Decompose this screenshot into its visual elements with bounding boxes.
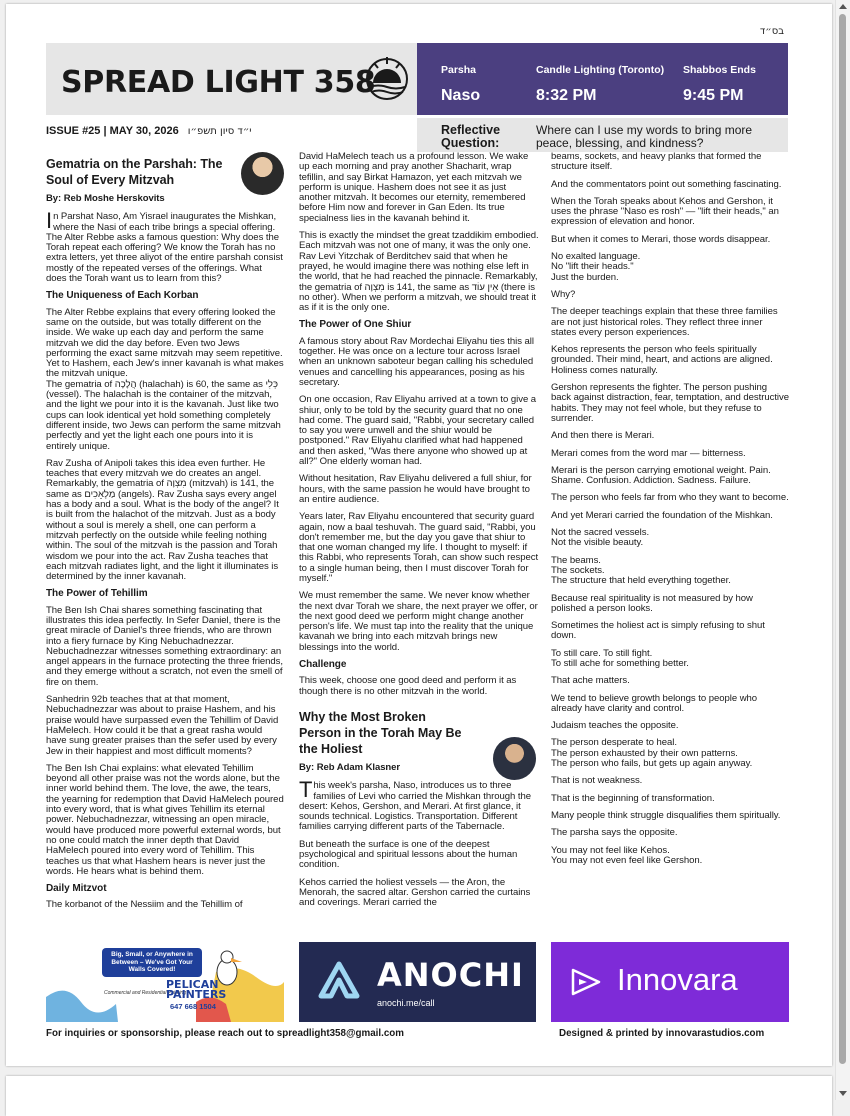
- anochi-url: anochi.me/call: [377, 998, 435, 1008]
- drop-cap: I: [46, 208, 53, 234]
- pelican-logo-text: PELICAN PAINTERS: [166, 978, 227, 1001]
- pelican-painters-ad[interactable]: [46, 942, 284, 1022]
- column-2: [299, 152, 539, 916]
- play-arrow-icon: [569, 967, 603, 997]
- pelican-mascot-icon: [212, 948, 242, 988]
- paragraph: Because real spirituality is not measured by how polished a person looks.: [551, 592, 753, 614]
- paragraph: The Ben Ish Chai shares something fascinating that illustrates this idea perfectly. In Sefer Daniel, there is the great miracle of Daniel's three friends, who are thrown into a fiery furnace by King Nebuchadnezzar. Nebuchadnezzar witnesses something extraordinary: an angel appears in the furnace protecting the three friends, and they emerge without a scratch, not even the smell of fire on them.: [46, 604, 283, 688]
- anochi-name: ANOCHI: [377, 956, 524, 994]
- article-intro: This week's parsha, Naso, introduces us to three families of Levi who carried the Mishkan through the desert: Kehos, Gershon, and Merari. At first glance, it sounds technical. Logistics. Transportation. Different families carrying different parts of the Tabernacle.: [299, 777, 532, 833]
- column-3: [551, 152, 789, 873]
- paragraph: Merari comes from the word mar — bitterness.: [551, 447, 746, 459]
- parsha-value: Naso: [441, 87, 481, 104]
- innovara-name: Innovara: [617, 962, 738, 997]
- paragraph: Merari is the person carrying emotional weight. Pain. Shame. Confusion. Addiction. Sadness. Failure.: [551, 464, 771, 487]
- paragraph: Why?: [551, 288, 576, 300]
- info-bar: [417, 43, 788, 115]
- section-heading: Challenge: [299, 659, 347, 671]
- paragraph: David HaMelech teach us a profound lesson. We wake up each morning and pray another Shacharit, wrap tefillin, and say Birkat Hamazon, yet each mitzvah we perform is unique. Hashem does not see it as just another mitzvah. It becomes our eternity, remembered before Him now and forever in Gan Eden. Its true specialness lies in the kavanah behind it.: [299, 151, 529, 224]
- anochi-logo-icon: [317, 960, 361, 1000]
- reflective-question-text: Where can I use my words to bring more peace, blessing, and kindness?: [536, 123, 753, 150]
- pelican-tagline: Big, Small, or Anywhere in Between – We've Got Your Walls Covered!: [102, 948, 202, 977]
- issue-number-date: ISSUE #25 | MAY 30, 2026: [46, 125, 179, 137]
- paragraph: And the commentators point out something fascinating.: [551, 178, 782, 190]
- paragraph: Not the sacred vessels. Not the visible beauty.: [551, 527, 650, 549]
- candle-lighting-value: 8:32 PM: [536, 87, 597, 104]
- paragraph: A famous story about Rav Mordechai Eliyahu ties this all together. He was once on a lecture tour across Israel when an unknown saboteur began calling his scheduled venues and cancelling his appearances, posing as his secretary.: [299, 335, 534, 388]
- masthead: [46, 43, 417, 115]
- newsletter-page: [6, 4, 832, 1066]
- paragraph: This is exactly the mindset the great tzaddikim embodied. Each mitzvah was not one of many, it was the only one. Rav Levi Yitzchak of Berditchev said that when he prayed, he would imagine there was nothing else left in the world, that he had reached the pinnacle. Remarkably, the gematria of מִצְוָה is 141, the same as אֵין עוֹד (there is no other). When we perform a mitzvah, we should treat it as if it is the only one.: [299, 230, 539, 314]
- paragraph: This week, choose one good deed and perform it as though there is no other mitzvah in the world.: [299, 675, 517, 697]
- paragraph: The deeper teachings explain that these three families are not just historical roles. They reflect three inner states every person experiences.: [551, 306, 778, 338]
- shabbos-ends-label: Shabbos Ends: [683, 64, 756, 76]
- paragraph: But when it comes to Merari, those words disappear.: [551, 233, 771, 245]
- reflective-question-label: Reflective Question:: [441, 123, 501, 150]
- paragraph: Without hesitation, Rav Eliyahu delivered a full shiur, for hours, with the same passion he would have brought to an entire audience.: [299, 473, 532, 505]
- paragraph: The person desperate to heal. The person exhausted by their own patterns. The person who fails, but gets up again anyway.: [551, 737, 753, 770]
- paragraph: That is the beginning of transformation.: [551, 792, 715, 804]
- paragraph: Kehos carried the holiest vessels — the Aron, the Menorah, the sacred altar. Gershon carried the curtains and coverings. Merari carried the: [299, 876, 531, 909]
- article-byline: By: Reb Adam Klasner: [299, 761, 401, 773]
- paragraph: When the Torah speaks about Kehos and Gershon, it uses the phrase "Naso es rosh" — "lift their heads," an expression of elevation and honor.: [551, 195, 779, 228]
- bsd-mark: בס״ד: [759, 26, 784, 37]
- paragraph: We tend to believe growth belongs to people who already have clarity and control.: [551, 692, 758, 714]
- paragraph: We must remember the same. We never know whether the next dvar Torah we share, the next prayer we offer, or the next good deed we perform might change another person's life. We must tap into the reality that the unique kavanah we bring into each mitzvah brings new blessings into the world.: [299, 590, 538, 653]
- author-avatar-herskovits: [241, 152, 284, 195]
- section-heading: Daily Mitzvot: [46, 883, 107, 895]
- author-avatar-klasner: [493, 737, 536, 780]
- vertical-scrollbar[interactable]: [835, 0, 850, 1100]
- reflective-question-box: [417, 118, 788, 152]
- paragraph: The person who feels far from who they want to become.: [551, 492, 789, 504]
- parsha-label: Parsha: [441, 64, 477, 76]
- issue-line: [46, 125, 252, 137]
- footer-credit: Designed & printed by innovarastudios.com: [559, 1028, 765, 1039]
- paragraph: Sometimes the holiest act is simply refusing to shut down.: [551, 620, 765, 642]
- paragraph: Sanhedrin 92b teaches that at that moment, Nebuchadnezzar was about to praise Hashem, and his praise would have surpassed even the Tehillim of David HaMelech. How could it be that a great rasha would have sung greater praises than the sefer used by every Jew in their happiest and most difficult moments?: [46, 694, 279, 757]
- paragraph: The Alter Rebbe explains that every offering looked the same on the outside, but was totally different on the inside. We wake up each day and perform the same mitzvah we did the day before. Even two Jews performing the exact same mitzvah may seem repetitive. Yet to Hashem, each Jew's inner kavanah is what makes the mitzvah unique.: [46, 306, 284, 380]
- paragraph: The korbanot of the Nessiim and the Tehillim of: [46, 899, 243, 911]
- paragraph: To still care. To still fight. To still ache for something better.: [551, 647, 689, 669]
- article-intro: In Parshat Naso, Am Yisrael inaugurates the Mishkan, where the Nasi of each tribe brings a special offering. The Alter Rebbe asks a famous question: Why does the Torah repeat each offering? We know the Torah has no extra letters, yet three aliyot of the entire parshah consist mostly of the repeated verses of the offerings. What does the Torah want us to learn from this?: [46, 208, 283, 285]
- section-heading: The Power of One Shiur: [299, 319, 412, 331]
- section-heading: The Uniqueness of Each Korban: [46, 290, 199, 302]
- paragraph: The parsha says the opposite.: [551, 827, 678, 839]
- article-title: Why the Most Broken Person in the Torah May Be the Holiest: [299, 709, 462, 756]
- scroll-up-icon[interactable]: [839, 4, 847, 9]
- next-page-edge: [6, 1076, 832, 1116]
- paragraph: Judaism teaches the opposite.: [551, 720, 679, 732]
- paragraph: Rav Zusha of Anipoli takes this idea even further. He teaches that every mitzvah we do creates an angel. Remarkably, the gematria of מִצְוָה (mitzvah) is 141, the same as מַלְאָכִים (angels). Rav Zusha says every angel has a body and a soul. What is the body of the angel? It is built from the halachot of the mitzvah. Just as a body without a soul is merely a shell, one can perform a mitzvah perfectly on the outside while feeling nothing within. The soul of the mitzvah is the passion and Torah wisdom we pour into the act. Rav Zusha teaches that each mitzvah radiates light, and the light it illuminates is determined by the inner kavanah.: [46, 457, 279, 583]
- hebrew-date: י״ד סיון תשפ״ו: [187, 126, 252, 137]
- paragraph: Years later, Rav Eliyahu encountered that security guard again, now a baal teshuvah. The guard said, "Rabbi, you don't remember me, but the day you gave that shiur to that one woman changed my life. I thought to myself: if this Rabbi, who represents Torah, can show such respect to a single human being, then I must discover Torah for myself.": [299, 511, 539, 584]
- scroll-down-icon[interactable]: [839, 1091, 847, 1096]
- paragraph: And yet Merari carried the foundation of the Mishkan.: [551, 509, 773, 521]
- article-byline: By: Reb Moshe Herskovits: [46, 193, 165, 204]
- newsletter-title: SPREAD LIGHT 358: [61, 65, 376, 100]
- paragraph: And then there is Merari.: [551, 430, 655, 442]
- column-1: [46, 152, 284, 918]
- paragraph: Gershon represents the fighter. The person pushing back against distraction, fear, temptation, and destructive habits. They may not feel whole, but they refuse to surrender.: [551, 382, 789, 424]
- paragraph: The Ben Ish Chai explains: what elevated Tehillim beyond all other praise was not the words alone, but the inner world behind them. The love, the awe, the tears, the yearning for redemption that David HaMelech poured into every word, that is what gives Tehillim its eternal power. Nebuchadnezzar, witnessing an open miracle, would have produced more powerful external words, but no one could match the inner depth that David HaMelech poured into every word of Tehillim. This teaches us that what Hashem hears is never just the words. He hears what is behind them.: [46, 762, 284, 877]
- candle-lighting-label: Candle Lighting (Toronto): [536, 64, 665, 76]
- paragraph: That is not weakness.: [551, 775, 643, 787]
- paragraph: beams, sockets, and heavy planks that formed the structure itself.: [551, 151, 762, 173]
- paragraph: No exalted language. No "lift their heads." Just the burden.: [551, 251, 641, 283]
- paragraph: The beams. The sockets. The structure that held everything together.: [551, 554, 731, 587]
- shabbos-ends-value: 9:45 PM: [683, 87, 744, 104]
- paragraph: You may not feel like Kehos. You may not even feel like Gershon.: [551, 844, 703, 866]
- pelican-phone: 647 668 1504: [170, 1002, 216, 1011]
- scrollbar-thumb[interactable]: [839, 14, 846, 1064]
- paragraph: The gematria of הֲלָכָה (halachah) is 60, the same as כְּלִי (vessel). The halachah is the container of the mitzvah, and the light we pour into it is the kavanah. Just like two cups can look identical yet hold something completely different inside, two Jews can perform the same mitzvah perfectly and yet the light each one pours into it is entirely unique.: [46, 378, 281, 452]
- pelican-subtitle: Commercial and Residential Painting: [104, 990, 186, 996]
- drop-cap: T: [299, 777, 313, 803]
- article-title: Gematria on the Parshah: The Soul of Every Mitzvah: [46, 157, 223, 187]
- section-heading: The Power of Tehillim: [46, 588, 148, 600]
- paragraph: That ache matters.: [551, 675, 630, 687]
- footer-inquiries: For inquiries or sponsorship, please reach out to spreadlight358@gmail.com: [46, 1028, 404, 1039]
- sunrise-logo-icon: [364, 54, 410, 104]
- paragraph: On one occasion, Rav Eliyahu arrived at a town to give a shiur, only to be told by the security guard that no one had come. The guard said, "Rabbi, your secretary called to say you were unwell and the shiur would be postponed." Rav Eliyahu clarified what had happened and then asked, "Was there anyone who showed up at all?" One elderly woman had.: [299, 394, 537, 468]
- paragraph: Kehos represents the person who feels spiritually grounded. Their mind, heart, and actions are aligned. Holiness comes naturally.: [551, 344, 773, 376]
- anochi-ad[interactable]: [299, 942, 536, 1022]
- paragraph: Many people think struggle disqualifies them spiritually.: [551, 809, 781, 821]
- innovara-ad[interactable]: [551, 942, 789, 1022]
- paragraph: But beneath the surface is one of the deepest psychological and spiritual lessons about the human condition.: [299, 838, 518, 871]
